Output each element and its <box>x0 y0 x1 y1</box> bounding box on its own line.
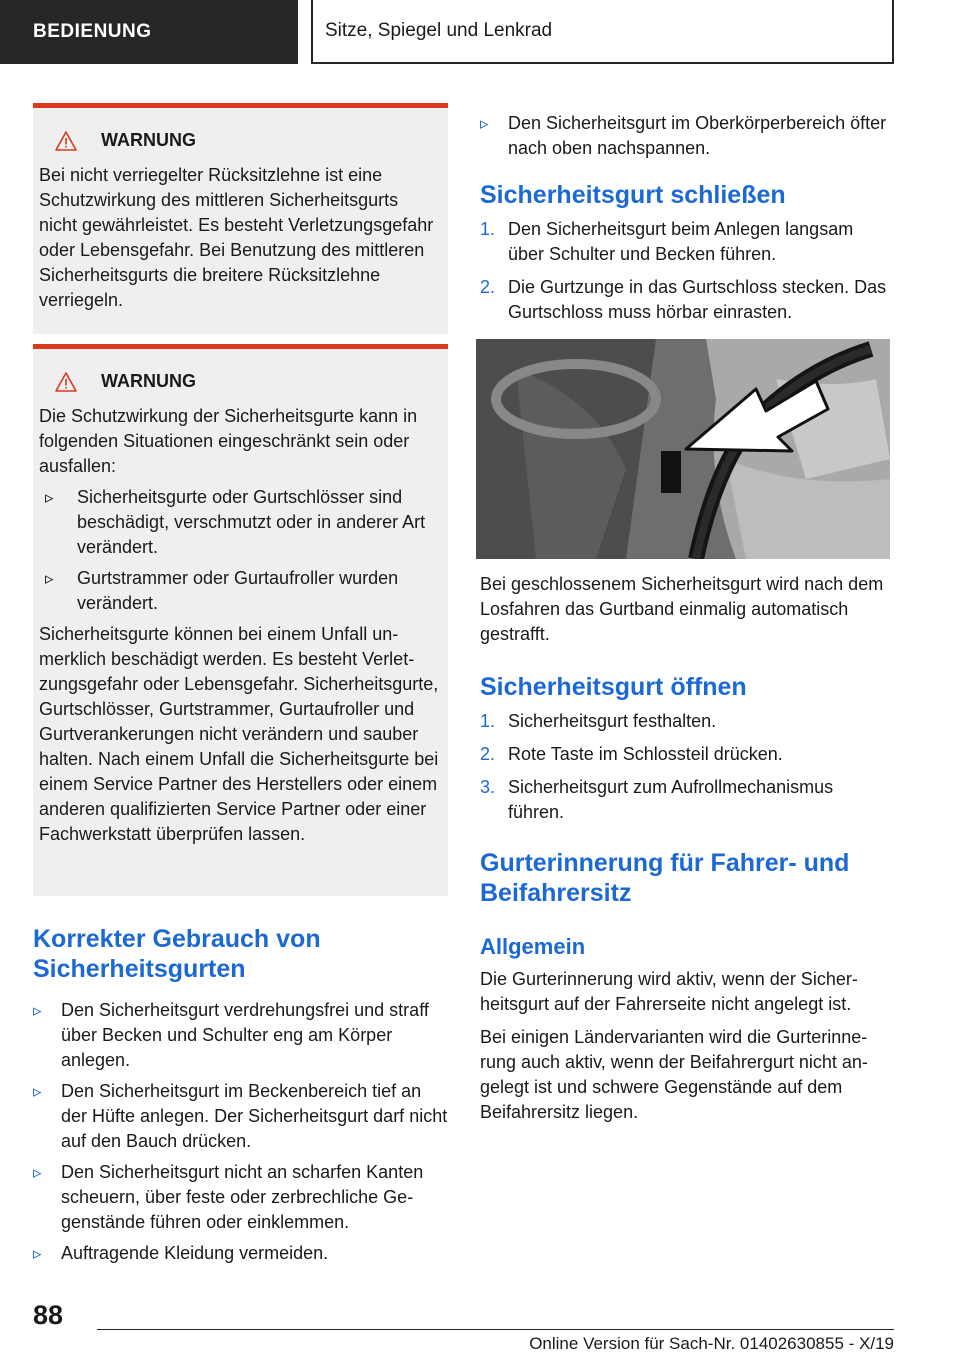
open-belt-list <box>480 709 892 825</box>
warning-box-1 <box>33 103 448 334</box>
warning-title-1: WARNUNG <box>101 130 196 150</box>
list-item: 2. Rote Taste im Schlossteil drücken. <box>480 744 783 764</box>
header-chapter <box>311 0 894 64</box>
close-belt-steps <box>480 217 892 333</box>
reminder-paragraph-1: Die Gurterinnerung wird aktiv, wenn der Sicherheitsgurt auf der Fahrerseite nicht angelegt ist. <box>480 969 858 1014</box>
list-item: ▹ Sicherheitsgurte oder Gurtschlösser sind beschädigt, verschmutzt oder in anderer Art verändert. <box>39 485 440 560</box>
warning-heading-2 <box>39 369 440 394</box>
list-item: ▹ Den Sicherheitsgurt im Oberkörperbereich öfter nach oben nachspannen. <box>480 111 892 161</box>
footer-divider <box>97 1329 894 1330</box>
list-item: ▹ Auftragende Kleidung vermeiden. <box>33 1241 448 1266</box>
list-item: ▹ Gurtstrammer oder Gurtaufroller wurden verändert. <box>39 566 440 616</box>
close-belt-after <box>480 572 892 655</box>
warning-intro-2: Die Schutzwirkung der Sicherheitsgurte kann in folgenden Situationen eingeschränkt sein oder ausfallen: <box>39 406 418 476</box>
warning-box-2 <box>33 344 448 896</box>
page-number: 88 <box>33 1300 64 1330</box>
close-belt-after-text: Bei geschlossenem Sicherheitsgurt wird nach dem Losfahren das Gurtband einmalig automatisch gestrafft. <box>480 574 884 644</box>
warning-text-2: Sicherheitsgurte können bei einem Unfall unmerklich beschädigt werden. Es besteht Verletzungsgefahr oder Lebensgefahr. Sicherheitsgurte, Gurtschlösser, Gurtstrammer, Gurtaufroller und Gurtverankerungen nicht verändern und sauber halten. Nach einem Unfall die Sicherheitsgurte bei einem Service Partner des Herstellers oder einem anderen qualifizierten Service Partner oder einer Fachwerkstatt überprüfen lassen. <box>39 624 439 844</box>
list-item: 2. Die Gurtzunge in das Gurtschloss stecken. Das Gurtschloss muss hörbar einrasten. <box>480 277 887 322</box>
heading-open-belt: Sicherheitsgurt öffnen <box>480 673 747 701</box>
heading-belt-reminder: Gurterinnerung für Fahrer- und Beifahrersitz <box>480 849 850 907</box>
heading-correct-use: Korrekter Gebrauch von Sicherheitsgurten <box>33 925 321 983</box>
reminder-paragraph-2: Bei einigen Ländervarianten wird die Gurterinnerung auch aktiv, wenn der Beifahrergurt nicht angelegt ist und schwere Gegenstände auf dem Beifahrersitz liegen. <box>480 1027 868 1122</box>
warning-title-2: WARNUNG <box>101 371 196 391</box>
reminder-text-block <box>480 967 892 1133</box>
correct-use-block <box>33 992 448 1272</box>
list-item: 1. Sicherheitsgurt festhalten. <box>480 711 717 731</box>
footer-text: Online Version für Sach-Nr. 01402630855 - X/19 <box>529 1334 894 1353</box>
correct-use-list-continued <box>480 111 892 161</box>
list-item: ▹ Den Sicherheitsgurt verdrehungsfrei und straff über Becken und Schulter eng am Körper anlegen. <box>33 998 448 1073</box>
warning-triangle-icon <box>55 131 77 151</box>
seat-belt-photo <box>476 339 890 559</box>
seat-belt-illustration <box>476 339 890 559</box>
correct-use-continued <box>480 105 892 167</box>
warning-heading-1 <box>39 128 440 153</box>
header-chapter-label: Sitze, Spiegel und Lenkrad <box>325 20 553 41</box>
open-belt-steps <box>480 709 892 833</box>
list-item: ▹ Den Sicherheitsgurt nicht an scharfen Kanten scheuern, über feste oder zerbrechliche Gegenstände führen oder einklemmen. <box>33 1160 448 1235</box>
header-section-label: BEDIENUNG <box>33 21 152 42</box>
warning-text-1: Bei nicht verriegelter Rücksitzlehne ist eine Schutzwirkung des mittleren Sicherheitsgurts nicht gewährleistet. Es besteht Verletzungsgefahr oder Lebensgefahr. Bei Benutzung des mittleren Sicherheitsgurts die breitere Rücksitzlehne verriegeln. <box>39 165 434 310</box>
heading-close-belt: Sicherheitsgurt schließen <box>480 181 786 209</box>
warning-bullet-list-2 <box>39 485 440 616</box>
correct-use-list <box>33 998 448 1266</box>
subheading-general: Allgemein <box>480 934 586 959</box>
header-section <box>0 0 298 64</box>
list-item: 1. Den Sicherheitsgurt beim Anlegen langsam über Schulter und Becken führen. <box>480 219 854 264</box>
close-belt-list <box>480 217 892 325</box>
list-item: ▹ Den Sicherheitsgurt im Beckenbereich tief an der Hüfte anlegen. Der Sicherheitsgurt darf nicht auf den Bauch drücken. <box>33 1079 448 1154</box>
warning-triangle-icon <box>55 372 77 392</box>
list-item: 3. Sicherheitsgurt zum Aufrollmechanismus führen. <box>480 777 834 822</box>
